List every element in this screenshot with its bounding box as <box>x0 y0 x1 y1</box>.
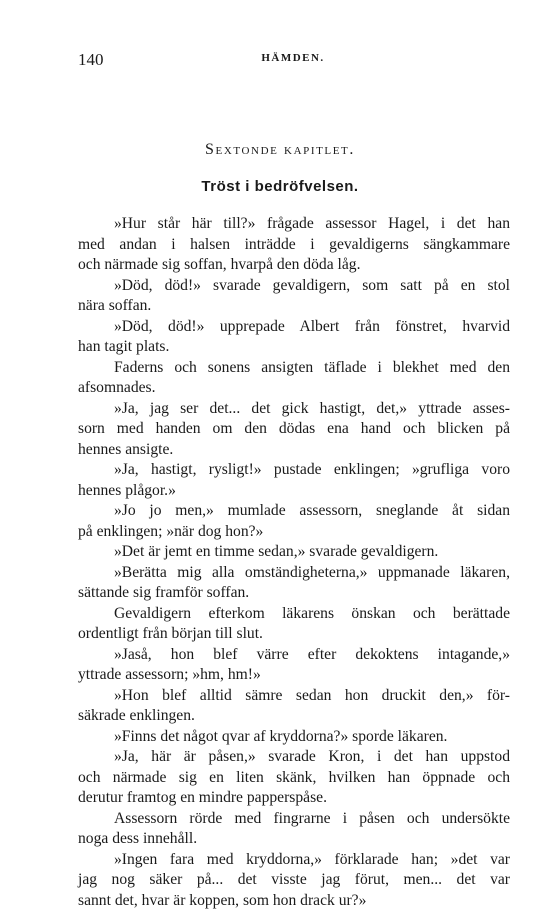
text-line: Faderns och sonens ansigten täflade i blekhet med den <box>78 358 510 379</box>
text-line: yttrade assessorn; »hm, hm!» <box>78 665 510 686</box>
text-line: »Finns det något qvar af kryddorna?» sporde läkaren. <box>78 727 510 748</box>
chapter-heading: Sextonde kapitlet. <box>0 141 560 159</box>
text-line: sättande sig framför soffan. <box>78 583 510 604</box>
text-line: nära soffan. <box>78 296 510 317</box>
text-line: »Hur står här till?» frågade assessor Hagel, i det han <box>78 214 510 235</box>
text-line: på enklingen; »när dog hon?» <box>78 522 510 543</box>
text-line: »Död, död!» svarade gevaldigern, som satt på en stol <box>78 276 510 297</box>
text-line: »Ja, jag ser det... det gick hastigt, det,» yttrade asses- <box>78 399 510 420</box>
text-line: noga dess innehåll. <box>78 829 510 850</box>
body-text <box>78 214 510 911</box>
text-line: »Ja, hastigt, rysligt!» pustade enklingen; »grufliga voro <box>78 460 510 481</box>
text-line: och närmade sig soffan, hvarpå den döda låg. <box>78 255 510 276</box>
text-line: »Jaså, hon blef värre efter dekoktens intagande,» <box>78 645 510 666</box>
text-line: hennes plågor.» <box>78 481 510 502</box>
text-line: »Hon blef alltid sämre sedan hon druckit den,» för- <box>78 686 510 707</box>
text-line: och närmade sig en liten skänk, hvilken han öppnade och <box>78 768 510 789</box>
running-head <box>78 50 508 72</box>
text-line: »Ingen fara med kryddorna,» förklarade han; »det var <box>78 850 510 871</box>
text-line: jag nog säker på... det visste jag förut, men... det var <box>78 870 510 891</box>
text-line: Gevaldigern efterkom läkarens önskan och berättade <box>78 604 510 625</box>
text-line: sorn med handen om den dödas ena hand och blicken på <box>78 419 510 440</box>
text-line: ordentligt från början till slut. <box>78 624 510 645</box>
text-line: derutur framtog en mindre papperspåse. <box>78 788 510 809</box>
text-line: »Det är jemt en timme sedan,» svarade gevaldigern. <box>78 542 510 563</box>
text-line: »Berätta mig alla omständigheterna,» uppmanade läkaren, <box>78 563 510 584</box>
text-line: afsomnades. <box>78 378 510 399</box>
text-line: säkrade enklingen. <box>78 706 510 727</box>
running-title: HÄMDEN. <box>78 52 508 64</box>
text-line: Assessorn rörde med fingrarne i påsen och undersökte <box>78 809 510 830</box>
page-number: 140 <box>78 50 104 70</box>
text-line: »Jo jo men,» mumlade assessorn, sneglande åt sidan <box>78 501 510 522</box>
text-line: med andan i halsen inträdde i gevaldigerns sängkammare <box>78 235 510 256</box>
text-line: sannt det, hvar är koppen, som hon drack ur?» <box>78 891 510 911</box>
chapter-subtitle: Tröst i bedröfvelsen. <box>0 178 560 195</box>
text-line: hennes ansigte. <box>78 440 510 461</box>
text-line: »Död, död!» upprepade Albert från fönstret, hvarvid <box>78 317 510 338</box>
text-line: »Ja, här är påsen,» svarade Kron, i det han uppstod <box>78 747 510 768</box>
text-line: han tagit plats. <box>78 337 510 358</box>
